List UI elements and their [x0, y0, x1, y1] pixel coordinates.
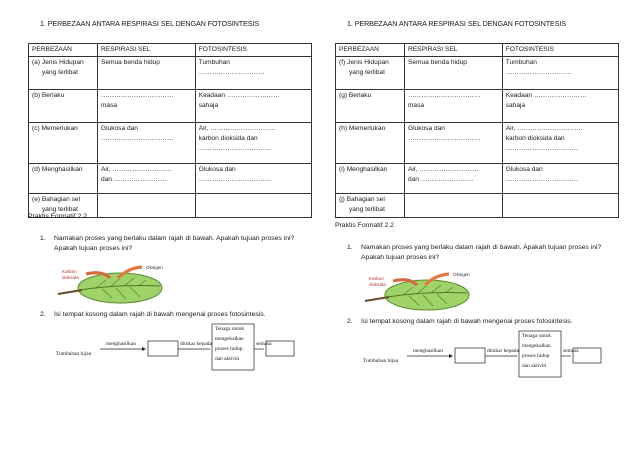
header-respirasi: RESPIRASI SEL: [404, 44, 502, 57]
blank-line[interactable]: ……………………………: [407, 135, 481, 142]
row-label-text: (a) Jenis Hidupan: [32, 59, 84, 66]
fotosintesis-cell[interactable]: [502, 164, 618, 194]
row-label: [29, 57, 98, 90]
blank-line[interactable]: Air, ………………………: [407, 166, 479, 173]
flow-lines: [363, 327, 603, 385]
blank-line[interactable]: dan ……………………: [100, 176, 167, 183]
header-perbezaan: PERBEZAAN: [336, 44, 405, 57]
fotosintesis-cell[interactable]: [195, 90, 311, 123]
label-dioksida: dioksida: [62, 275, 79, 280]
leaf-stem: [365, 297, 389, 301]
flow-box-line-1: Tenaga untuk: [215, 326, 245, 332]
flow-box-line-1: Tenaga untuk: [522, 333, 552, 339]
question-text: Isi tempat kosong dalam rajah di bawah mengenai proses fotosintesis.: [361, 318, 573, 325]
flow-tumbuhan: Tumbuhan hijau: [56, 351, 92, 357]
question-2: [347, 317, 617, 327]
row-label: [336, 57, 405, 90]
table-heading: 1. PERBEZAAN ANTARA RESPIRASI SEL DENGAN FOTOSINTESIS: [40, 19, 260, 28]
respirasi-cell[interactable]: [404, 194, 502, 218]
table-row: [336, 194, 619, 218]
header-fotosintesis: FOTOSINTESIS: [195, 44, 311, 57]
label-oksigen: Oksigen: [146, 265, 163, 270]
section-title: Praktis Formatif 2.2: [28, 213, 87, 220]
respirasi-cell[interactable]: [404, 164, 502, 194]
flow-semasa: semasa: [563, 348, 579, 354]
blank-line[interactable]: ……………………………: [505, 145, 579, 152]
flow-semasa: semasa: [256, 341, 272, 347]
blank-line[interactable]: ……………………………: [505, 176, 579, 183]
respirasi-cell[interactable]: [97, 123, 195, 164]
fotosintesis-cell[interactable]: [502, 194, 618, 218]
blank-line[interactable]: Keadaan ……………………: [505, 92, 587, 99]
respirasi-cell[interactable]: [97, 57, 195, 90]
blank-line[interactable]: Air, ………………………: [100, 166, 172, 173]
question-text: Isi tempat kosong dalam rajah di bawah mengenai proses fotosintesis.: [54, 311, 266, 318]
blank-line[interactable]: dan ……………………: [407, 176, 474, 183]
blank-line[interactable]: …………………………: [198, 69, 265, 76]
blank-line[interactable]: …………………………: [505, 69, 572, 76]
row-label-text-2: yang terlibat: [349, 206, 385, 213]
table-row: [336, 90, 619, 123]
respirasi-cell[interactable]: [97, 90, 195, 123]
worksheet-left: [22, 0, 322, 451]
leaf-diagram: [56, 262, 166, 308]
fotosintesis-cell[interactable]: [502, 90, 618, 123]
flow-menghasilkan: menghasilkan: [106, 341, 136, 347]
table-row: [29, 57, 312, 90]
blank-box-1[interactable]: [148, 341, 178, 356]
table-row: [29, 164, 312, 194]
flow-lines: [56, 320, 296, 378]
cell-text: Glukosa dan: [505, 166, 543, 173]
row-label: (c) Memerlukan: [29, 123, 98, 164]
cell-text: sahaja: [505, 102, 526, 109]
row-label-text-2: yang terlibat: [42, 69, 78, 76]
respirasi-cell[interactable]: [404, 123, 502, 164]
worksheet-right: [329, 0, 629, 451]
cell-text: Tumbuhan: [505, 59, 537, 66]
question-number: 1.: [347, 244, 353, 251]
flow-box-line-3: proses hidup: [215, 346, 243, 352]
respirasi-cell[interactable]: [404, 57, 502, 90]
respirasi-cell[interactable]: [97, 194, 195, 218]
table-row: [336, 164, 619, 194]
comparison-table: [335, 43, 619, 218]
header-respirasi: RESPIRASI SEL: [97, 44, 195, 57]
fotosintesis-cell[interactable]: [195, 164, 311, 194]
row-label: (b) Berlaku: [29, 90, 98, 123]
fotosintesis-cell[interactable]: [502, 123, 618, 164]
row-label: (h) Memerlukan: [336, 123, 405, 164]
cell-text: karbon dioksida dan: [505, 135, 565, 142]
row-label: [336, 194, 405, 218]
blank-box-1[interactable]: [455, 348, 485, 363]
flow-box-line-4: dan aktiviti: [215, 356, 240, 362]
cell-text: Glukosa dan: [407, 125, 445, 132]
table-header-row: [29, 44, 312, 57]
photosynthesis-flow: [363, 327, 603, 385]
photosynthesis-flow: [56, 320, 296, 378]
table-header-row: [336, 44, 619, 57]
question-text: Namakan proses yang berlaku dalam rajah di bawah. Apakah tujuan proses ini? Apakah tujuan proses ini?: [361, 244, 602, 261]
table-row: [29, 90, 312, 123]
cell-text: Semua benda hidup: [407, 59, 467, 66]
cell-text: Glukosa dan: [198, 166, 236, 173]
question-2: [40, 310, 310, 320]
question-text: Namakan proses yang berlaku dalam rajah di bawah. Apakah tujuan proses ini? Apakah tujuan proses ini?: [54, 235, 295, 252]
fotosintesis-cell[interactable]: [195, 194, 311, 218]
blank-line[interactable]: ……………………………: [100, 135, 174, 142]
blank-line[interactable]: Air, …………………………: [505, 125, 583, 132]
cell-text: Glukosa dan: [100, 125, 138, 132]
flow-box-line-3: proses hidup: [522, 353, 550, 359]
cell-text: Tumbuhan: [198, 59, 230, 66]
blank-line[interactable]: ……………………………: [100, 92, 174, 99]
respirasi-cell[interactable]: [404, 90, 502, 123]
leaf-diagram: [363, 269, 473, 315]
flow-box-line-4: dan aktiviti: [522, 363, 547, 369]
header-perbezaan: PERBEZAAN: [29, 44, 98, 57]
section-title: Praktis Formatif 2.2: [335, 222, 394, 229]
comparison-table: [28, 43, 312, 218]
question-number: 2.: [40, 311, 46, 318]
table-row: [29, 123, 312, 164]
question-1: [40, 234, 310, 254]
table-row: [336, 57, 619, 90]
row-label-text: (f) Jenis Hidupan: [339, 59, 389, 66]
row-label-text-2: yang terlibat: [42, 206, 78, 213]
cell-text: karbon dioksida dan: [198, 135, 258, 142]
blank-line[interactable]: Keadaan ……………………: [198, 92, 280, 99]
row-label: (g) Berlaku: [336, 90, 405, 123]
cell-text: Semua benda hidup: [100, 59, 160, 66]
fotosintesis-cell[interactable]: [195, 123, 311, 164]
blank-line[interactable]: ……………………………: [198, 145, 272, 152]
fotosintesis-cell[interactable]: [195, 57, 311, 90]
cell-text: sahaja: [198, 102, 219, 109]
header-fotosintesis: FOTOSINTESIS: [502, 44, 618, 57]
table-row: [336, 123, 619, 164]
flow-ditukar: ditukar kepada: [487, 348, 519, 354]
blank-line[interactable]: Air, …………………………: [198, 125, 276, 132]
leaf-stem: [58, 290, 82, 294]
flow-box-line-2: mengekalkan: [522, 343, 551, 349]
flow-menghasilkan: menghasilkan: [413, 348, 443, 354]
flow-box-line-2: mengekalkan: [215, 336, 244, 342]
row-label: (i) Menghasilkan: [336, 164, 405, 194]
blank-line[interactable]: ……………………………: [407, 92, 481, 99]
fotosintesis-cell[interactable]: [502, 57, 618, 90]
table-heading: 1. PERBEZAAN ANTARA RESPIRASI SEL DENGAN FOTOSINTESIS: [347, 19, 567, 28]
question-number: 1.: [40, 235, 46, 242]
flow-tumbuhan: Tumbuhan hijau: [363, 358, 399, 364]
label-oksigen: Oksigen: [453, 272, 470, 277]
question-number: 2.: [347, 318, 353, 325]
blank-line[interactable]: ……………………………: [198, 176, 272, 183]
flow-ditukar: ditukar kepada: [180, 341, 212, 347]
row-label-text: (j) Bahagian sel: [339, 196, 385, 203]
label-dioksida: dioksida: [369, 282, 386, 287]
row-label: (d) Menghasilkan: [29, 164, 98, 194]
row-label-text-2: yang terlibat: [349, 69, 385, 76]
cell-text: masa: [100, 102, 118, 109]
label-karbon: Karbon: [369, 276, 384, 281]
question-1: [347, 243, 617, 263]
respirasi-cell[interactable]: [97, 164, 195, 194]
cell-text: masa: [407, 102, 425, 109]
row-label-text: (e) Bahagian sel: [32, 196, 81, 203]
label-karbon: Karbon: [62, 269, 77, 274]
